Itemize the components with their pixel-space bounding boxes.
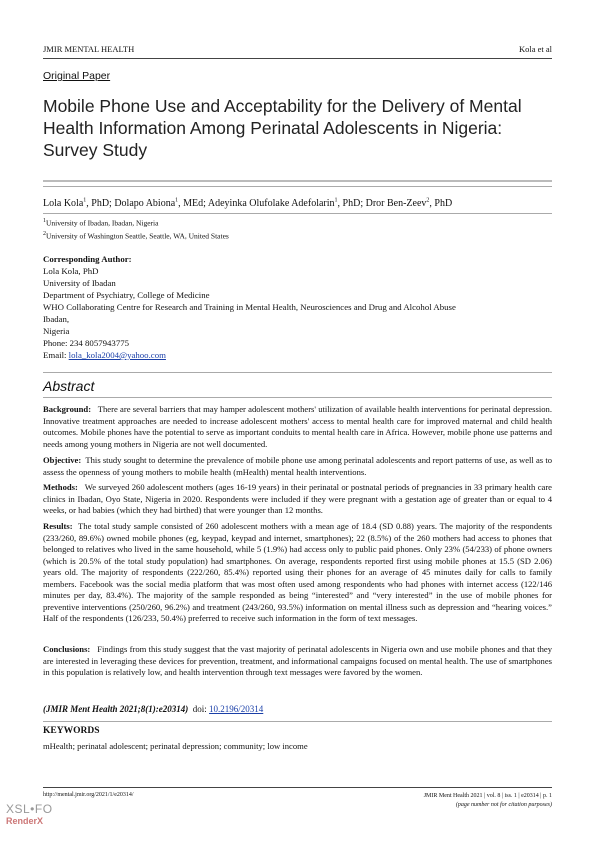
abstract-divider-bottom [43, 397, 552, 398]
corr-line: WHO Collaborating Centre for Research and Training in Mental Health, Neurosciences and Drug and Alcohol Abuse [43, 302, 456, 312]
author: Adeyinka Olufolake Adefolarin$^1$, PhD; [207, 198, 366, 210]
title-divider-thin [43, 186, 552, 187]
footer-divider [43, 787, 552, 788]
abstract-background: Background: There are several barriers that may hamper adolescent mothers' utilization of available health interventions for perinatal depression. Innovative treatment approaches are needed to increase adolescent mothers' access to mental health care for improved maternal and child health outcomes. Mobile phones have the potential to serve as important conduits to mental health care in Africa. However, mobile phone use patterns and needs among young mothers in Nigeria are not well documented. [43, 404, 552, 449]
corr-line: Department of Psychiatry, College of Medicine [43, 290, 210, 300]
abstract-results: Results: The total study sample consisted of 260 adolescent mothers with a mean age of 18.4 (SD 0.88) years. The majority of the respondents (233/260, 89.6%) owned mobile phones (eg, keypad, keypad and internet, smartphones); 22 (8.5%) of the 260 mothers had access to phones that belonged to relatives who lived in the same household, while 5 (1.9%) had access only to public paid phones. Only 23% (54/233) of phone owners (which is 20.5% of the total study population) had smartphones. On average, respondents reported first using mobile phones at 15.5 (SD 2.06) years old. The majority of respondents (222/260, 85.4%) reported using their phones for an average of 45 minutes daily for calls to family members. Facebook was the social media platform that was most often used among respondents who had phones with internet access (122/146 minutes per day, 83.4%). The majority of the sample responded as being “interested” and “very interested” in the use of mobile phones for preventive interventions (250/260, 96.2%) and treatment (243/260, 93.5%) information on mental illness such as depression and “hearing voices.” Half of the respondents (126/233, 50.4%) preferred to receive such information in the form of text messages. [43, 521, 552, 623]
corresponding-author [43, 253, 456, 361]
footer-url: http://mental.jmir.org/2021/1/e20314/ [43, 792, 134, 798]
keywords-list: mHealth; perinatal adolescent; perinatal depression; community; low income [43, 741, 308, 751]
author: Dolapo Abiona$^1$, MEd; [114, 198, 208, 210]
corresponding-heading: Corresponding Author: [43, 254, 132, 264]
author: Dror Ben-Zeev$^2$, PhD [365, 198, 453, 210]
abstract-objective: Objective: This study sought to determine the prevalence of mobile phone use among perinatal adolescents and report patterns of use, as well as to assess the openness of young mothers to mobile health (mHealth) mental health interventions. [43, 455, 552, 477]
author-divider [43, 213, 552, 214]
header-divider [43, 58, 552, 59]
abstract-methods: Methods: We surveyed 260 adolescent mothers (ages 16-19 years) in their perinatal or postnatal periods of pregnancies in 33 primary health care clinics in Ibadan, Oyo State, Nigeria in 2020. Respondents were included if they were pregnant with a gestation age of greater than or equal to 4 weeks, or had babies (which they had birthed) that were younger than 12 months. [43, 482, 552, 515]
email-link[interactable]: lola_kola2004@yahoo.com [68, 350, 166, 360]
footer-info: JMIR Ment Health 2021 | vol. 8 | iss. 1 | e20314 | p. 1 (page number not for citation purposes) [423, 793, 552, 808]
running-header [43, 44, 552, 54]
article-title: Mobile Phone Use and Acceptability for the Delivery of Mental Health Information Among Perinatal Adolescents in Nigeria: Survey Study [43, 96, 522, 160]
author-list [43, 198, 452, 209]
citation: (JMIR Ment Health 2021;8(1):e20314) doi: 10.2196/20314 [43, 704, 264, 714]
corr-line: University of Ibadan [43, 278, 116, 288]
abstract-divider [43, 372, 552, 373]
title-divider [43, 180, 552, 182]
affiliation: $^2$University of Washington Seattle, Seattle, WA, United States [43, 231, 229, 241]
corr-line: Lola Kola, PhD [43, 266, 99, 276]
corr-line: Ibadan, [43, 314, 70, 324]
corr-line: Phone: 234 8057943775 [43, 338, 130, 348]
corr-line: Nigeria [43, 326, 70, 336]
renderx-logo: XSL•FO RenderX [6, 802, 53, 826]
doi-link[interactable]: 10.2196/20314 [209, 704, 264, 714]
affiliation: $^1$University of Ibadan, Ibadan, Nigeria [43, 218, 159, 228]
corr-email-line: Email: lola_kola2004@yahoo.com [43, 350, 166, 360]
journal-name: JMIR MENTAL HEALTH [43, 44, 135, 54]
keywords-heading: KEYWORDS [43, 726, 100, 736]
author: Lola Kola$^1$, PhD; [43, 198, 115, 210]
article-type: Original Paper [43, 70, 111, 82]
abstract-conclusions: Conclusions: Findings from this study suggest that the vast majority of perinatal adolescents in Nigeria own and use mobile phones and that they are interested in leveraging these devices for prevention, treatment, and informational campaigns focused on mental health. The use of smartphones in this population is relatively low, and health intervention through text messages were favored by the women. [43, 644, 552, 677]
abstract-heading: Abstract [43, 378, 95, 394]
running-authors: Kola et al [518, 44, 552, 54]
keywords-divider [43, 721, 552, 722]
